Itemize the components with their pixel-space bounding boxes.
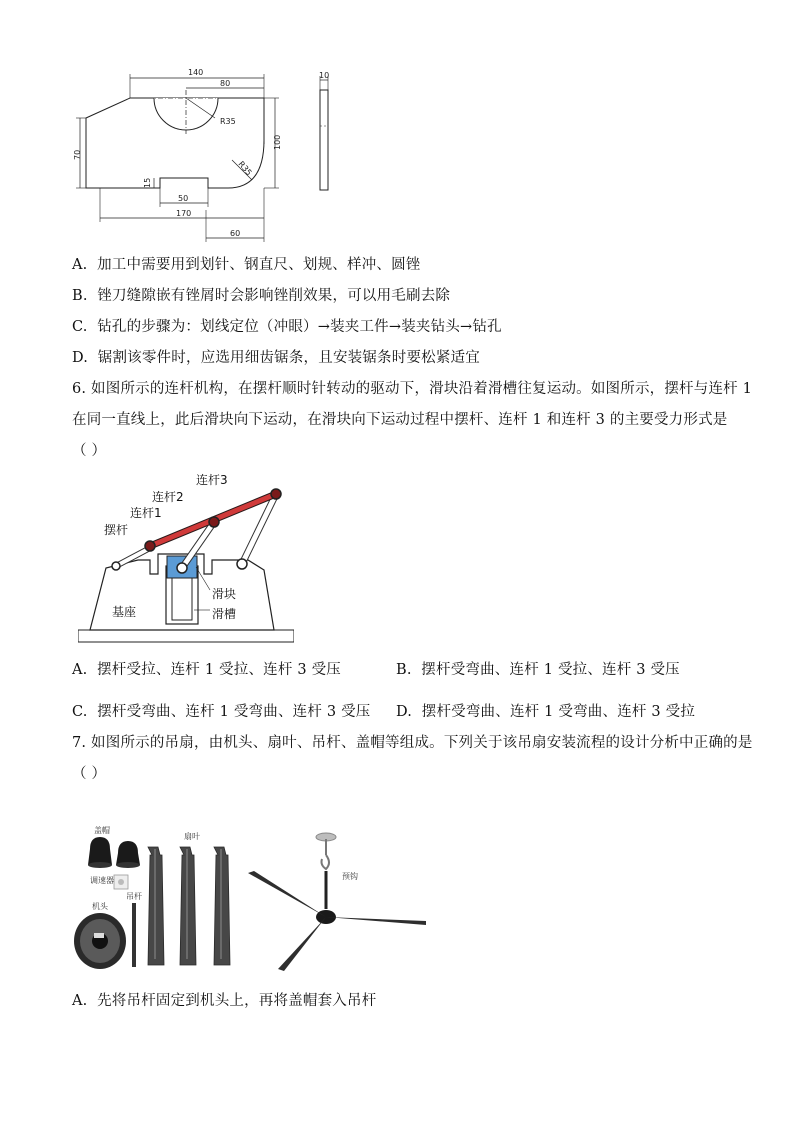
label-lian3: 连杆3 bbox=[196, 473, 228, 487]
down-rod bbox=[132, 903, 136, 967]
label-diaogan: 吊杆 bbox=[126, 892, 142, 901]
q7-answer-paren: （ ） bbox=[72, 766, 107, 782]
label-huakuai: 滑块 bbox=[212, 587, 237, 601]
assembled-fan bbox=[248, 871, 426, 971]
label-gaimao: 盖帽 bbox=[94, 826, 110, 835]
label-baigan: 摆杆 bbox=[104, 523, 129, 537]
q6-option-d[interactable]: D. 摆杆受弯曲、连杆 1 受弯曲、连杆 3 受拉 bbox=[396, 704, 696, 720]
label-lian2: 连杆2 bbox=[152, 490, 184, 504]
dim-60: 60 bbox=[230, 229, 241, 238]
q5-option-c[interactable]: C. 钻孔的步骤为：划线定位（冲眼）→装夹工件→装夹钻头→钻孔 bbox=[72, 319, 502, 335]
label-lian1: 连杆1 bbox=[130, 506, 162, 520]
q7-stem-line1: 7. 如图所示的吊扇，由机头、扇叶、吊杆、盖帽等组成。下列关于该吊扇安装流程的设计分析中正确的是 bbox=[72, 735, 753, 751]
q6-option-b[interactable]: B. 摆杆受弯曲、连杆 1 受拉、连杆 3 受压 bbox=[396, 662, 680, 678]
motor-head bbox=[74, 913, 126, 969]
label-yugou: 预钩 bbox=[342, 872, 358, 881]
fan-blades bbox=[148, 847, 230, 965]
dim-50: 50 bbox=[178, 194, 189, 203]
dim-70: 70 bbox=[73, 149, 82, 160]
q5-option-a[interactable]: A. 加工中需要用到划针、钢直尺、划规、样冲、圆锉 bbox=[72, 257, 421, 273]
ceiling-fan-figure bbox=[70, 825, 430, 975]
label-tiaosuqi: 调速器 bbox=[90, 876, 114, 885]
dim-140: 140 bbox=[188, 68, 204, 77]
dim-r35-top: R35 bbox=[220, 117, 236, 126]
dim-15: 15 bbox=[143, 177, 152, 188]
q7-option-a[interactable]: A. 先将吊杆固定到机头上，再将盖帽套入吊杆 bbox=[72, 993, 377, 1009]
cap-parts bbox=[88, 837, 140, 868]
q6-option-a[interactable]: A. 摆杆受拉、连杆 1 受拉、连杆 3 受压 bbox=[72, 662, 341, 678]
ceiling-hook bbox=[316, 833, 336, 869]
linkage-mechanism-figure bbox=[78, 470, 294, 646]
label-huacao: 滑槽 bbox=[212, 607, 237, 621]
dim-170: 170 bbox=[176, 209, 192, 218]
dim-80: 80 bbox=[220, 79, 231, 88]
side-view bbox=[320, 90, 328, 190]
q5-option-d[interactable]: D. 锯割该零件时，应选用细齿锯条，且安装锯条时要松紧适宜 bbox=[72, 350, 480, 366]
dim-100: 100 bbox=[273, 134, 282, 150]
q5-option-b[interactable]: B. 锉刀缝隙嵌有锉屑时会影响锉削效果，可以用毛刷去除 bbox=[72, 288, 451, 304]
label-shanye: 扇叶 bbox=[184, 832, 200, 841]
q6-answer-paren: （ ） bbox=[72, 443, 107, 459]
part-technical-drawing bbox=[70, 60, 370, 250]
dim-r35-corner: R35 bbox=[236, 159, 254, 178]
q6-option-c[interactable]: C. 摆杆受弯曲、连杆 1 受弯曲、连杆 3 受压 bbox=[72, 704, 371, 720]
label-jitou: 机头 bbox=[92, 902, 108, 911]
q6-stem-line1: 6. 如图所示的连杆机构，在摆杆顺时针转动的驱动下，滑块沿着滑槽往复运动。如图所示，摆杆与连杆 1 bbox=[72, 381, 753, 397]
label-jizuo: 基座 bbox=[112, 605, 137, 619]
dim-10: 10 bbox=[319, 71, 330, 80]
q6-stem-line2: 在同一直线上，此后滑块向下运动，在滑块向下运动过程中摆杆、连杆 1 和连杆 3 的主要受力形式是 bbox=[72, 412, 728, 428]
